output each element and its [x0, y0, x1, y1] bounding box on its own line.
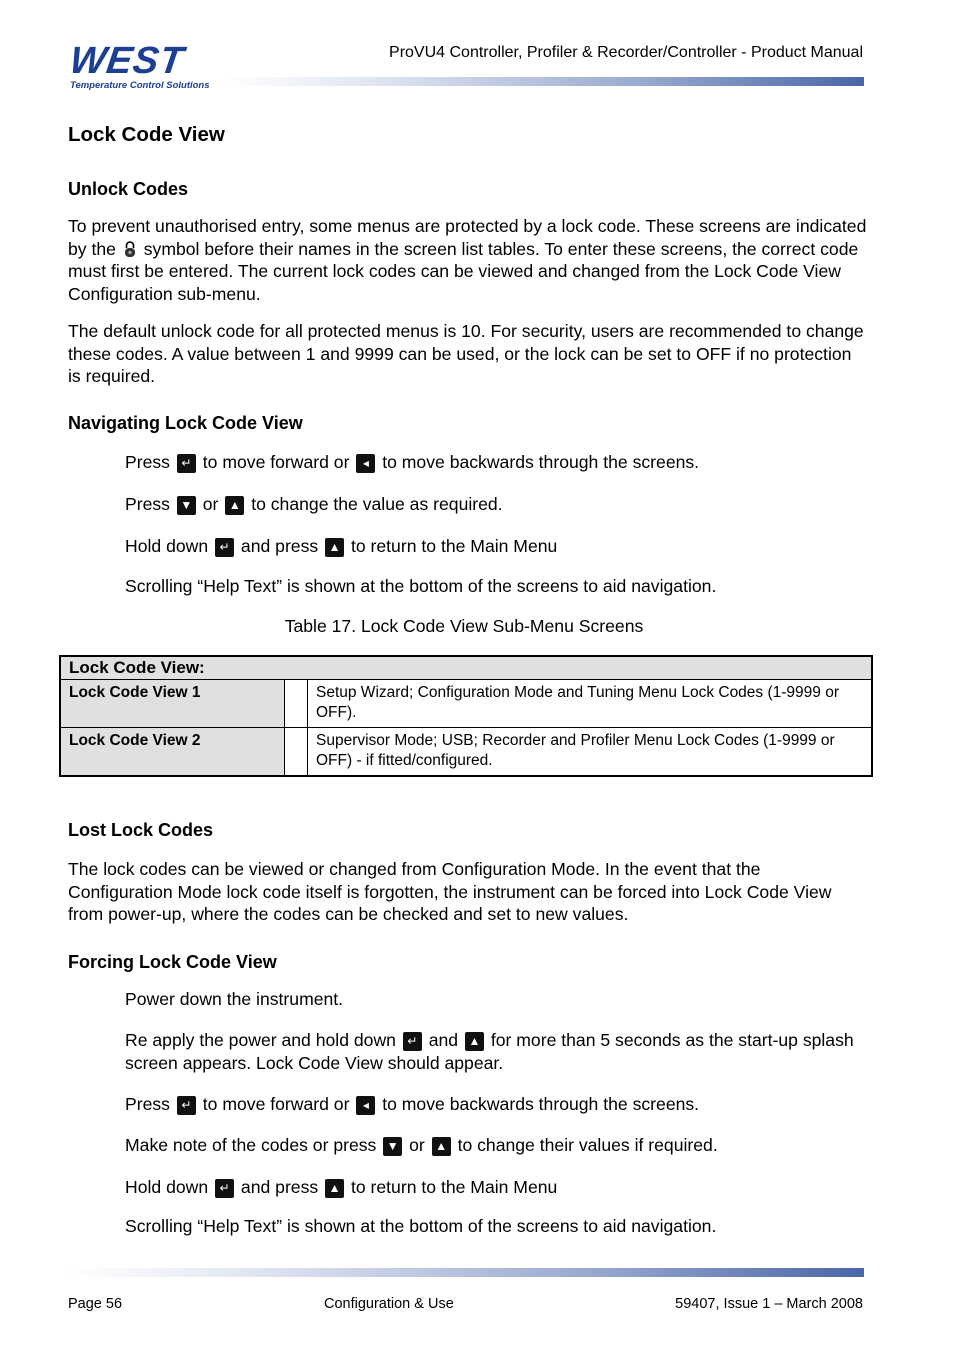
text: symbol before their names in the screen list tables. To enter these screens, the correct code must first be entered. The current lock codes can be viewed and changed from the Lock Code View Configuration sub-menu. — [68, 238, 859, 304]
table-row — [60, 680, 872, 728]
lost-heading: Lost Lock Codes — [68, 820, 214, 840]
screen-description: Setup Wizard; Configuration Mode and Tuning Menu Lock Codes (1-9999 or OFF). — [308, 680, 873, 728]
text: Hold down — [125, 1177, 209, 1197]
text: Hold down — [125, 536, 209, 556]
text: to change the value as required. — [251, 494, 503, 514]
text: Make note of the codes or press — [125, 1135, 377, 1155]
force-step-2 — [125, 1029, 865, 1074]
back-key-icon: ◂ — [356, 1096, 375, 1115]
west-logo — [67, 40, 225, 92]
enter-key-icon: ↵ — [215, 538, 234, 557]
logo-tagline: Temperature Control Solutions — [70, 80, 210, 91]
up-key-icon: ▲ — [225, 496, 244, 515]
text: to move backwards through the screens. — [382, 1094, 700, 1114]
text: to return to the Main Menu — [350, 536, 558, 556]
table-caption: Table 17. Lock Code View Sub-Menu Screens — [284, 616, 644, 636]
text: to move forward or — [202, 1094, 350, 1114]
screen-name: Lock Code View 1 — [60, 680, 285, 728]
page-number: Page 56 — [68, 1296, 123, 1312]
text: To prevent unauthorised entry, some menus are protected by a lock code. These screens are indicated by the — [68, 216, 867, 259]
screen-description: Supervisor Mode; USB; Recorder and Profiler Menu Lock Codes (1-9999 or OFF) - if fitted/configured. — [308, 728, 873, 776]
lock-code-table — [59, 655, 873, 777]
nav-step-1 — [125, 451, 699, 474]
enter-key-icon: ↵ — [177, 454, 196, 473]
up-key-icon: ▲ — [432, 1137, 451, 1156]
up-key-icon: ▲ — [325, 538, 344, 557]
lock-cell — [285, 680, 308, 728]
enter-key-icon: ↵ — [215, 1179, 234, 1198]
nav-step-2 — [125, 493, 503, 516]
up-key-icon: ▲ — [465, 1032, 484, 1051]
up-key-icon: ▲ — [325, 1179, 344, 1198]
text: Press — [125, 494, 170, 514]
text: and press — [240, 1177, 319, 1197]
forcing-heading: Forcing Lock Code View — [68, 952, 277, 972]
unlock-paragraph-1 — [68, 215, 868, 305]
padlock-icon — [123, 240, 137, 258]
manual-title: ProVU4 Controller, Profiler & Recorder/Controller - Product Manual — [389, 44, 863, 61]
back-key-icon: ◂ — [356, 454, 375, 473]
text: or — [202, 494, 219, 514]
force-step-6: Scrolling “Help Text” is shown at the bottom of the screens to aid navigation. — [125, 1216, 717, 1236]
screen-name: Lock Code View 2 — [60, 728, 285, 776]
text: to move backwards through the screens. — [382, 452, 700, 472]
text: for more than 5 seconds as the start-up splash screen appears. Lock Code View should appear. — [125, 1030, 854, 1073]
footer-section: Configuration & Use — [324, 1296, 454, 1312]
unlock-heading: Unlock Codes — [68, 179, 189, 199]
logo-word: WEST — [67, 40, 187, 82]
text: Press — [125, 452, 170, 472]
force-step-4 — [125, 1134, 718, 1157]
lost-paragraph: The lock codes can be viewed or changed from Configuration Mode. In the event that the Configuration Mode lock code itself is forgotten, the instrument can be forced into Lock Code View from power-up, where the codes can be checked and set to new values. — [68, 859, 832, 924]
nav-step-3 — [125, 535, 557, 558]
text: to return to the Main Menu — [350, 1177, 558, 1197]
table-row — [60, 728, 872, 776]
down-key-icon: ▼ — [383, 1137, 402, 1156]
text: Press — [125, 1094, 170, 1114]
table-group-header: Lock Code View: — [60, 656, 872, 680]
enter-key-icon: ↵ — [403, 1032, 422, 1051]
text: and — [428, 1030, 459, 1050]
text: Re apply the power and hold down — [125, 1030, 396, 1050]
text: to change their values if required. — [457, 1135, 718, 1155]
down-key-icon: ▼ — [177, 496, 196, 515]
text: and press — [240, 536, 319, 556]
lock-cell — [285, 728, 308, 776]
force-step-1: Power down the instrument. — [125, 989, 344, 1009]
section-title: Lock Code View — [68, 123, 225, 146]
navigating-heading: Navigating Lock Code View — [68, 413, 303, 433]
force-step-3 — [125, 1093, 699, 1116]
text: to move forward or — [202, 452, 350, 472]
footer-bar — [68, 1268, 864, 1277]
unlock-paragraph-2: The default unlock code for all protected menus is 10. For security, users are recommended to change these codes. A value between 1 and 9999 can be used, or the lock can be set to OFF if no protection is required. — [68, 321, 864, 386]
force-step-5 — [125, 1176, 557, 1199]
enter-key-icon: ↵ — [177, 1096, 196, 1115]
nav-step-4: Scrolling “Help Text” is shown at the bottom of the screens to aid navigation. — [125, 576, 717, 596]
text: or — [409, 1135, 425, 1155]
header-bar — [225, 77, 864, 86]
document-number: 59407, Issue 1 – March 2008 — [675, 1296, 863, 1312]
